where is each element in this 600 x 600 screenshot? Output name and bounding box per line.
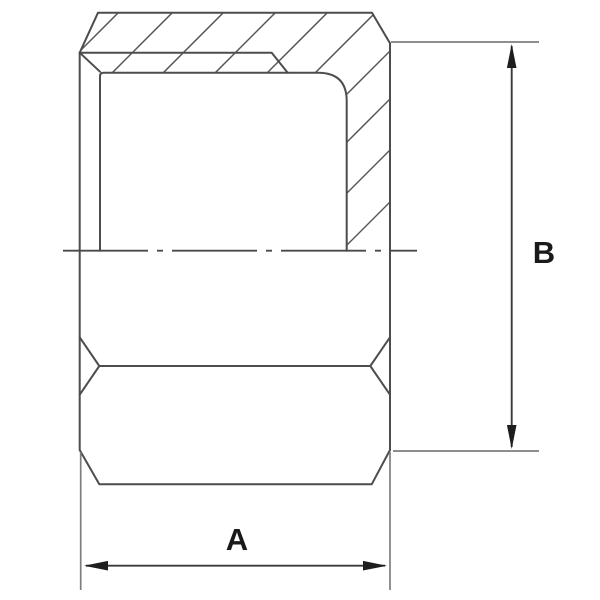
section-hatching [0,0,600,290]
inner-cavity-profile [100,73,347,251]
hex-chamfer-left [80,337,100,394]
dim-a-label: A [225,522,249,557]
dim-b-arrow-down [507,425,517,449]
dimension-a [81,452,390,590]
dim-a-arrow-right [363,561,387,571]
top-chamfer-edge-line [80,53,288,73]
inner-corner-chamfer-line [80,53,100,72]
dim-b-arrow-up [507,44,517,68]
hatch-lines [0,0,600,290]
part-geometry [80,13,390,485]
dimension-b [391,42,555,451]
hex-chamfer-right [370,337,390,394]
dim-a-arrow-left [84,561,108,571]
dim-b-label: B [532,235,556,270]
